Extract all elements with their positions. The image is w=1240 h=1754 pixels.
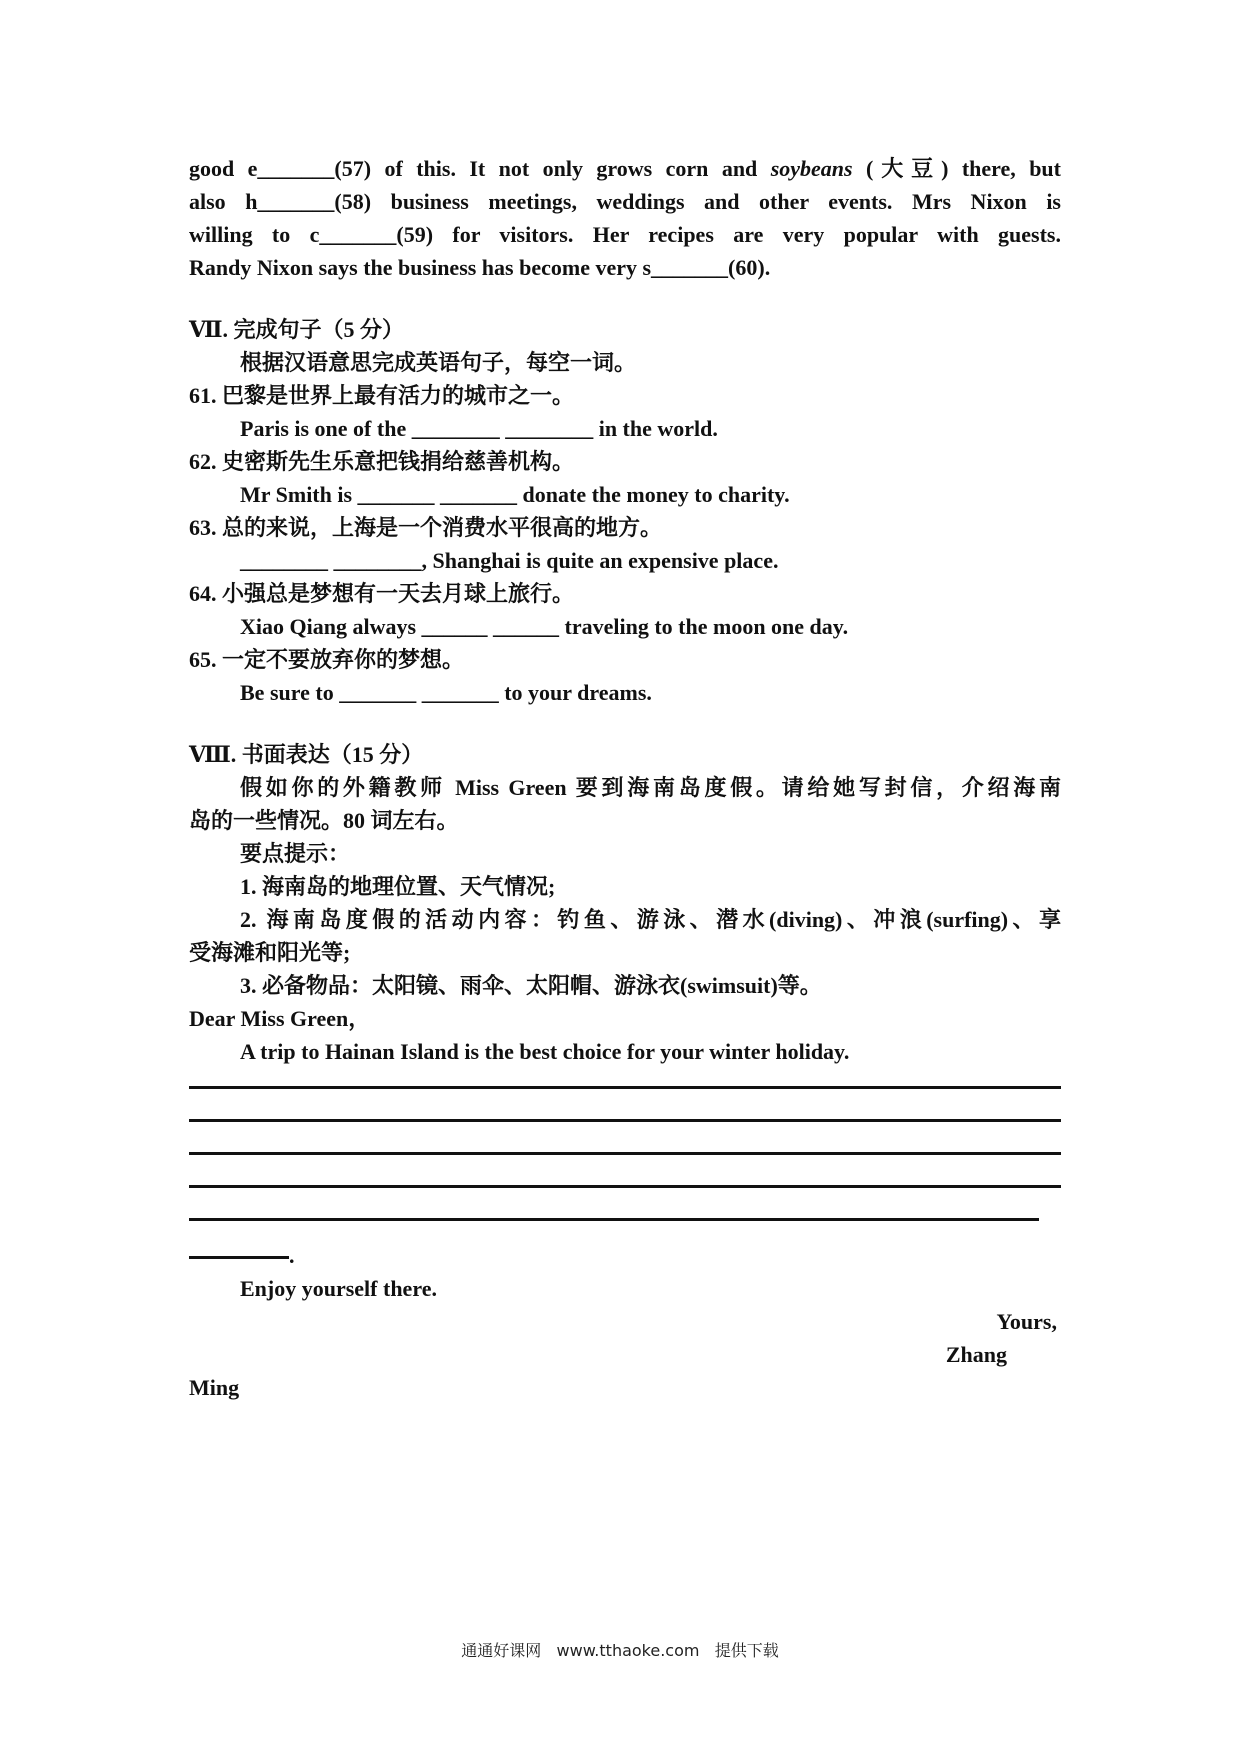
letter-salutation: Dear Miss Green， — [189, 1006, 371, 1031]
letter-sign-off: Yours, — [996, 1309, 1057, 1334]
passage-text: (大豆) there, but — [852, 156, 1061, 181]
tips-title: 要点提示： — [240, 841, 351, 866]
answer-line — [189, 1185, 1061, 1188]
section-7-heading: Ⅶ. 完成句子（5 分） — [189, 317, 405, 342]
answer-line — [189, 1086, 1061, 1089]
question-64-chinese: 64. 小强总是梦想有一天去月球上旅行。 — [189, 581, 575, 606]
answer-period: . — [289, 1243, 295, 1268]
page-footer — [0, 1638, 1240, 1661]
tip-2-line-1: 2. 海南岛度假的活动内容：钓鱼、游泳、潜水(diving)、冲浪(surfing)、享 — [240, 907, 1061, 932]
question-61-chinese: 61. 巴黎是世界上最有活力的城市之一。 — [189, 383, 575, 408]
passage-line-2: also h_______(58) business meetings, weddings and other events. Mrs Nixon is — [189, 189, 1061, 214]
section-7 — [189, 313, 1061, 709]
section-7-instruction: 根据汉语意思完成英语句子，每空一词。 — [240, 350, 637, 375]
question-62-english: Mr Smith is _______ _______ donate the money to charity. — [240, 482, 790, 507]
section-8 — [189, 738, 1061, 1404]
tip-2-line-2: 受海滩和阳光等; — [189, 940, 351, 965]
section-8-heading: Ⅷ. 书面表达（15 分） — [189, 742, 424, 767]
answer-line-short — [189, 1256, 289, 1259]
footer-url-link[interactable]: www.tthaoke.com — [556, 1641, 700, 1660]
question-65-english: Be sure to _______ _______ to your dreams. — [240, 680, 652, 705]
passage-line-3: willing to c_______(59) for visitors. Her recipes are very popular with guests. — [189, 222, 1061, 247]
passage-line-1 — [189, 152, 1061, 185]
footer-suffix: 提供下载 — [714, 1641, 779, 1660]
letter-name-second: Ming — [189, 1375, 240, 1400]
tip-3: 3. 必备物品：太阳镜、雨伞、太阳帽、游泳衣(swimsuit)等。 — [240, 973, 822, 998]
letter-name-first: Zhang — [945, 1342, 1007, 1367]
question-61-english: Paris is one of the ________ ________ in the world. — [240, 416, 718, 441]
question-62-chinese: 62. 史密斯先生乐意把钱捐给慈善机构。 — [189, 449, 575, 474]
writing-prompt-line-2: 岛的一些情况。80 词左右。 — [189, 808, 459, 833]
question-65-chinese: 65. 一定不要放弃你的梦想。 — [189, 647, 465, 672]
footer-site-name: 通通好课网 — [461, 1641, 542, 1660]
question-63-chinese: 63. 总的来说，上海是一个消费水平很高的地方。 — [189, 515, 663, 540]
exam-page — [189, 152, 1061, 1404]
passage — [189, 152, 1061, 284]
passage-italic-word: soybeans — [770, 156, 853, 181]
writing-prompt-line-1: 假如你的外籍教师 Miss Green 要到海南岛度假。请给她写封信，介绍海南 — [240, 775, 1061, 800]
passage-line-4: Randy Nixon says the business has become very s_______(60). — [189, 255, 771, 280]
answer-line — [189, 1152, 1061, 1155]
answer-line — [189, 1119, 1061, 1122]
question-64-english: Xiao Qiang always ______ ______ traveling to the moon one day. — [240, 614, 849, 639]
answer-line — [189, 1218, 1039, 1221]
letter-closing: Enjoy yourself there. — [240, 1276, 437, 1301]
tip-1: 1. 海南岛的地理位置、天气情况; — [240, 874, 556, 899]
passage-text: good e_______(57) of this. It not only grows corn and — [189, 156, 771, 181]
question-63-english: ________ ________, Shanghai is quite an expensive place. — [240, 548, 779, 573]
answer-lines — [189, 1086, 1061, 1272]
letter-opening: A trip to Hainan Island is the best choice for your winter holiday. — [240, 1039, 850, 1064]
answer-line-end — [189, 1239, 1061, 1272]
